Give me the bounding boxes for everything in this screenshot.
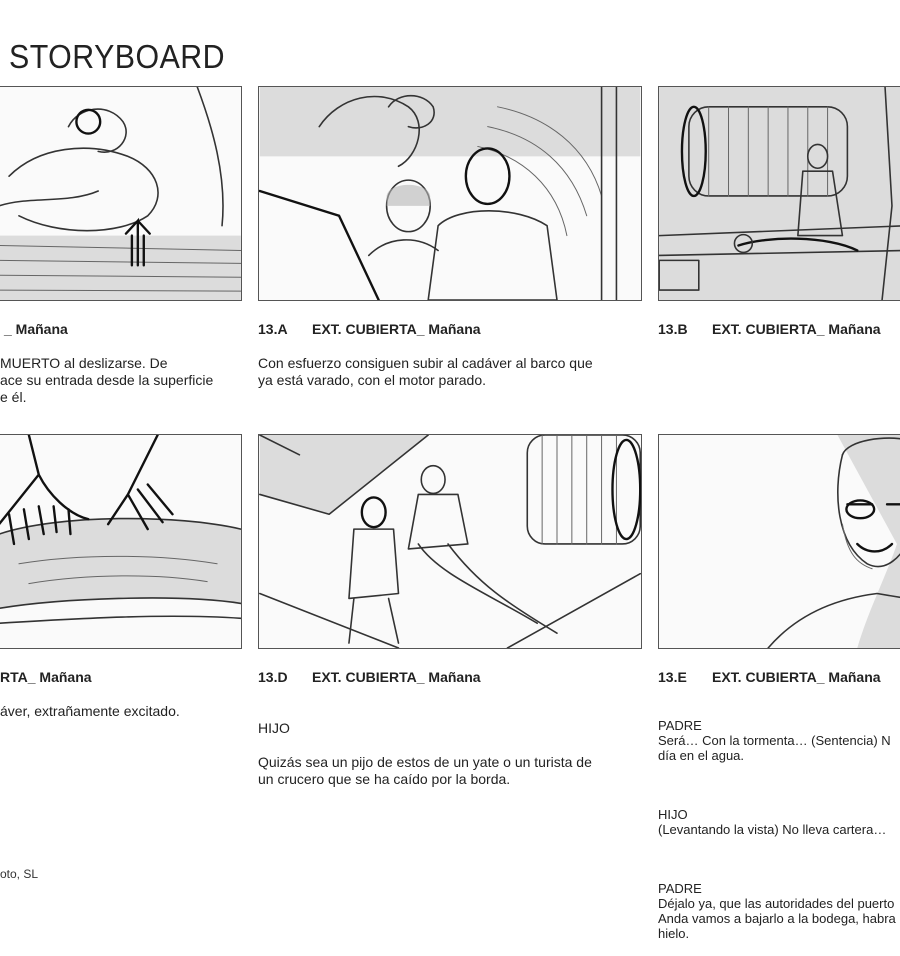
shot-heading-13d [258,669,481,685]
shot-number: 13.A [258,321,288,337]
shot-heading-13a [258,321,481,337]
sketch-lifting-body-aboard [259,87,641,300]
storyboard-panel-13b [658,86,900,301]
scene-heading: _ Mañana [4,321,68,337]
dialogue-line: Será… Con la tormenta… (Sentencia) N día en el agua. [658,733,891,763]
shot-heading-13b [658,321,881,337]
shot-description: Con esfuerzo consiguen subir al cadáver al barco que ya está varado, con el motor parado. [258,355,593,388]
scene-heading: EXT. CUBIERTA_ Mañana [712,321,881,337]
dialogue-line: (Levantando la vista) No lleva cartera… [658,822,887,837]
dialogue-speaker: HIJO [258,720,290,736]
shot-number: 13.D [258,669,288,685]
dialogue-speaker: HIJO [658,807,688,822]
scene-heading: EXT. CUBIERTA_ Mañana [312,669,481,685]
dialogue-line: Déjalo ya, que las autoridades del puerto Anda vamos a bajarlo a la bodega, habra hielo. [658,896,896,941]
page-title: STORYBOARD [9,38,226,75]
sketch-father-closeup [659,435,900,648]
sketch-hands-on-body [0,435,241,648]
shot-heading-13e [658,669,881,685]
shot-heading-13c [0,669,92,685]
storyboard-panel-13e [658,434,900,649]
dialogue-block [658,703,896,956]
scene-heading: EXT. CUBIERTA_ Mañana [312,321,481,337]
footer-credit: oto, SL [0,867,39,881]
storyboard-panel-13 [0,86,242,301]
dialogue-block [258,703,592,788]
storyboard-panel-13a [258,86,642,301]
dialogue-speaker: PADRE [658,881,702,896]
shot-number: 13.E [658,669,687,685]
sketch-deck-wide-shot [659,87,900,300]
shot-number: 13.B [658,321,688,337]
scene-heading: RTA_ Mañana [0,669,92,685]
storyboard-panel-13c [0,434,242,649]
sketch-men-with-body-on-deck [259,435,641,648]
shot-heading-13 [0,321,68,337]
dialogue-speaker: PADRE [658,718,702,733]
sketch-drowned-body-closeup [0,87,241,300]
shot-description: áver, extrañamente excitado. [0,703,180,719]
shot-description: MUERTO al deslizarse. De ace su entrada desde la superficie e él. [0,355,214,405]
scene-heading: EXT. CUBIERTA_ Mañana [712,669,881,685]
storyboard-panel-13d [258,434,642,649]
dialogue-line: Quizás sea un pijo de estos de un yate o un turista de un crucero que se ha caído por la borda. [258,754,592,787]
